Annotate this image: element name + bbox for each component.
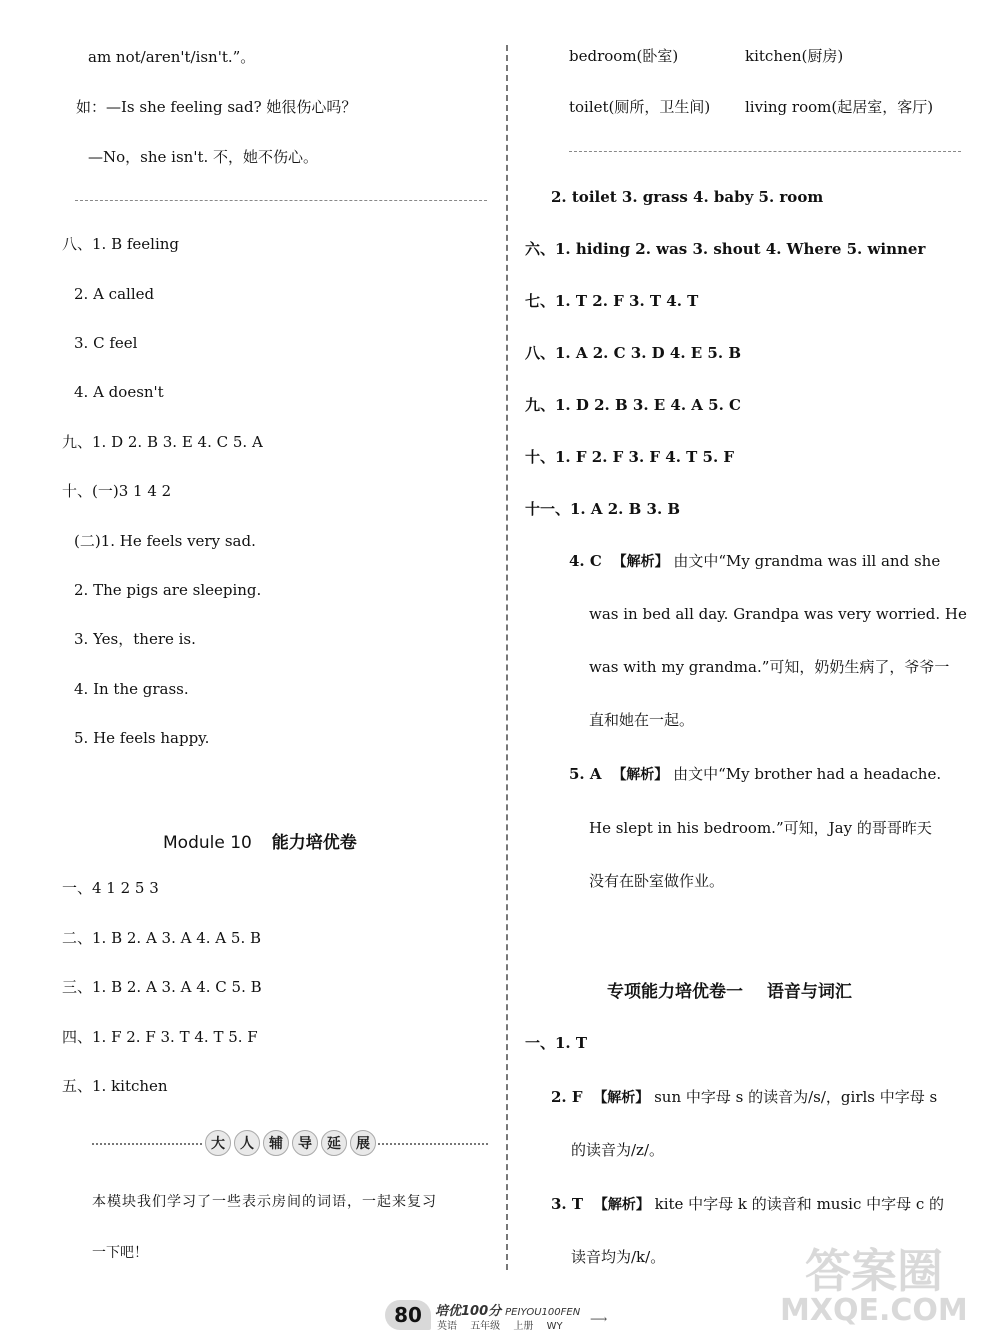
answer-row: 2. toilet 3. grass 4. baby 5. room xyxy=(551,188,824,206)
explanation-text: was with my grandma.”可知，奶奶生病了，爷爷一 xyxy=(589,658,950,676)
question-number: 2. F xyxy=(551,1088,583,1106)
watermark xyxy=(780,1235,990,1330)
special-heading-a: 专项能力培优卷一 xyxy=(607,982,743,1002)
banner-char: 延 xyxy=(321,1130,347,1156)
answer-row: 十、1. F 2. F 3. F 4. T 5. F xyxy=(525,448,735,466)
room-word: toilet(厕所，卫生间) xyxy=(569,98,711,116)
answer-row: 九、1. D 2. B 3. E 4. A 5. C xyxy=(525,396,741,414)
answer-row: 八、1. A 2. C 3. D 4. E 5. B xyxy=(525,344,741,362)
explanation-first-line xyxy=(569,764,941,785)
book-volume: 上册 xyxy=(513,1321,534,1332)
banner-char: 大 xyxy=(205,1130,231,1156)
explanation-text: sun 中字母 s 的读音为/s/，girls 中字母 s xyxy=(654,1088,938,1106)
explanation-text: 由文中“My brother had a headache. xyxy=(673,765,942,783)
explanation-text: was in bed all day. Grandpa was very worried. He xyxy=(589,605,967,623)
banner-char: 导 xyxy=(292,1130,318,1156)
explanation-text: kite 中字母 k 的读音和 music 中字母 c 的 xyxy=(654,1195,945,1213)
watermark-text-en: MXQE.COM xyxy=(780,1293,968,1328)
banner-title xyxy=(205,1130,376,1156)
explanation-text: He slept in his bedroom.”可知，Jay 的哥哥昨天 xyxy=(589,819,932,837)
explanation-text: 没有在卧室做作业。 xyxy=(589,872,725,890)
room-word: bedroom(卧室) xyxy=(569,47,679,65)
explanation-first-line xyxy=(569,551,940,572)
column-divider xyxy=(506,45,508,1270)
answer-row: 3. Yes，there is. xyxy=(74,630,196,648)
analysis-tag: 【解析】 xyxy=(612,767,669,783)
grammar-example-answer: —No，she isn't. 不，她不伤心。 xyxy=(88,148,319,166)
answer-row: 2. The pigs are sleeping. xyxy=(74,581,262,599)
banner-text: 本模块我们学习了一些表示房间的词语，一起来复习 xyxy=(92,1194,437,1210)
answer-row: 二、1. B 2. A 3. A 4. A 5. B xyxy=(62,929,262,947)
question-number: 4. C xyxy=(569,552,602,570)
special-heading-b: 语音与词汇 xyxy=(766,982,852,1002)
brand-name: 培优100分 xyxy=(435,1304,502,1319)
explanation-first-line xyxy=(551,1087,937,1108)
answer-row: 八、1. B feeling xyxy=(62,235,180,253)
book-subject: 英语 xyxy=(437,1321,457,1332)
analysis-tag: 【解析】 xyxy=(593,1090,650,1106)
answer-row: 十、(一)3 1 4 2 xyxy=(62,482,172,500)
answer-row: 3. C feel xyxy=(74,334,138,352)
answer-row: 六、1. hiding 2. was 3. shout 4. Where 5. winner xyxy=(525,240,926,258)
arrow-right-icon: ⟶ xyxy=(590,1312,608,1326)
book-edition: WY xyxy=(546,1321,563,1332)
special-heading xyxy=(607,977,852,1002)
banner-text: 一下吧！ xyxy=(92,1245,148,1261)
answer-row: 五、1. kitchen xyxy=(62,1077,168,1095)
banner-rule-right xyxy=(378,1143,488,1145)
book-grade: 五年级 xyxy=(470,1321,501,1332)
book-info xyxy=(437,1317,563,1332)
page-footer xyxy=(385,1300,645,1330)
answer-row: 2. A called xyxy=(74,285,155,303)
banner-char: 人 xyxy=(234,1130,260,1156)
watermark-text-cn: 答案圈 xyxy=(805,1244,943,1298)
brand-pinyin: PEIYOU100FEN xyxy=(505,1307,581,1318)
module-heading xyxy=(163,828,357,853)
explanation-text: 由文中“My grandma was ill and she xyxy=(673,552,941,570)
answer-row: 一、4 1 2 5 3 xyxy=(62,879,159,897)
answer-row: 七、1. T 2. F 3. T 4. T xyxy=(525,292,699,310)
explanation-text: 读音均为/k/。 xyxy=(571,1248,666,1266)
grammar-example-question: 如：—Is she feeling sad? 她很伤心吗？ xyxy=(76,98,357,116)
explanation-text: 直和她在一起。 xyxy=(589,711,695,729)
grammar-note-line: am not/aren't/isn't.”。 xyxy=(88,48,256,66)
answer-row: 4. In the grass. xyxy=(74,680,189,698)
page-number: 80 xyxy=(385,1300,431,1330)
answer-row: (二)1. He feels very sad. xyxy=(74,532,256,550)
analysis-tag: 【解析】 xyxy=(593,1197,650,1213)
banner-char: 辅 xyxy=(263,1130,289,1156)
explanation-text: 的读音为/z/。 xyxy=(571,1141,665,1159)
analysis-tag: 【解析】 xyxy=(612,554,669,570)
banner-char: 展 xyxy=(350,1130,376,1156)
section-divider xyxy=(569,151,961,152)
answer-row: 4. A doesn't xyxy=(74,383,164,401)
module-heading-cn: 能力培优卷 xyxy=(271,833,357,853)
question-number: 3. T xyxy=(551,1195,584,1213)
answer-row: 一、1. T xyxy=(525,1034,588,1052)
banner-rule-left xyxy=(92,1143,202,1145)
room-word: living room(起居室，客厅) xyxy=(745,98,934,116)
answer-row: 5. He feels happy. xyxy=(74,729,210,747)
answer-row: 三、1. B 2. A 3. A 4. C 5. B xyxy=(62,978,262,996)
tutor-extension-banner xyxy=(92,1130,488,1156)
question-number: 5. A xyxy=(569,765,602,783)
answer-row: 九、1. D 2. B 3. E 4. C 5. A xyxy=(62,433,263,451)
explanation-first-line xyxy=(551,1194,944,1215)
section-divider xyxy=(75,200,487,201)
answer-row: 十一、1. A 2. B 3. B xyxy=(525,500,681,518)
module-heading-en: Module 10 xyxy=(163,833,252,853)
room-word: kitchen(厨房) xyxy=(745,47,844,65)
answer-row: 四、1. F 2. F 3. T 4. T 5. F xyxy=(62,1028,258,1046)
